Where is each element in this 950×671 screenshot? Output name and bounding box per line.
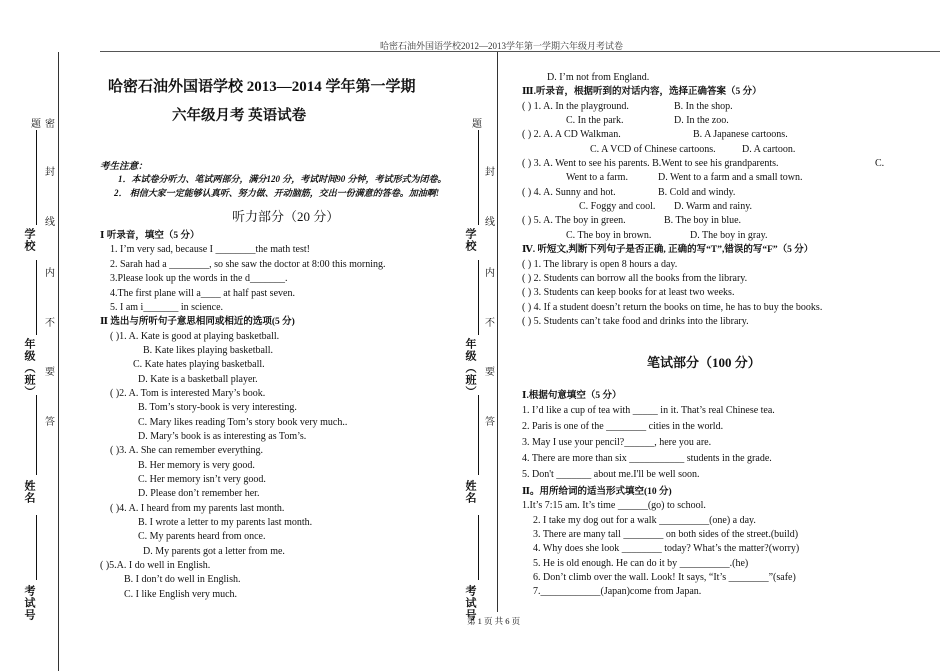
question-line: 2. Sarah had a ________, so she saw the doctor at 8:00 this morning. bbox=[110, 259, 386, 270]
option-line: D. My parents got a letter from me. bbox=[143, 546, 285, 557]
binding-seal-char: 内 bbox=[485, 268, 495, 279]
school-label: 学校 bbox=[23, 228, 35, 252]
question-line: 7.____________(Japan)come from Japan. bbox=[533, 586, 702, 597]
binding-seal-char: 答 bbox=[485, 417, 495, 428]
question-line: 1. I’d like a cup of tea with _____ in it. That’s real Chinese tea. bbox=[522, 405, 775, 416]
option-line: C. Kate hates playing basketball. bbox=[133, 359, 265, 370]
option-line: B. Her memory is very good. bbox=[138, 460, 255, 471]
option-line: B. In the shop. bbox=[674, 101, 733, 112]
exam-subtitle: 六年级月考 英语试卷 bbox=[172, 108, 307, 124]
option-line: B. Cold and windy. bbox=[658, 187, 736, 198]
binding-seal-char: 要 bbox=[485, 367, 495, 378]
option-line: D. Mary’s book is as interesting as Tom’s. bbox=[138, 431, 307, 442]
question-line: ( ) 2. A. A CD Walkman. bbox=[522, 129, 621, 140]
option-line: D. The boy in gray. bbox=[690, 230, 768, 241]
question-line: 4.The first plane will a____ at half past seven. bbox=[110, 288, 295, 299]
section-heading: Ⅳ. 听短文,判断下列句子是否正确, 正确的写“T”,错误的写“F”（5 分） bbox=[522, 245, 814, 255]
option-line: B. I wrote a letter to my parents last month. bbox=[138, 517, 313, 528]
binding-blank-line bbox=[478, 130, 479, 225]
section-heading: Ⅲ.听录音，根据听到的对话内容，选择正确答案（5 分） bbox=[522, 87, 762, 97]
question-line: ( ) 5. Students can’t take food and drinks into the library. bbox=[522, 316, 749, 327]
notice-line-1: 1．本试卷分听力、笔试两部分，满分120 分，考试时间90 分钟，考试形式为闭卷。 bbox=[118, 174, 447, 184]
binding-seal-char: 线 bbox=[485, 217, 495, 228]
question-line: ( ) 3. Students can keep books for at least two weeks. bbox=[522, 287, 735, 298]
section-heading: Ⅰ 听录音，填空（5 分） bbox=[100, 231, 200, 241]
question-line: 3. There are many tall ________ on both sides of the street.(build) bbox=[533, 529, 799, 540]
question-line: ( )1. A. Kate is good at playing basketball. bbox=[110, 331, 280, 342]
question-line: 1.It’s 7:15 am. It’s time ______(go) to school. bbox=[522, 500, 706, 511]
question-line: 5. He is old enough. He can do it by __________.(he) bbox=[533, 558, 749, 569]
binding-blank-line bbox=[36, 130, 37, 225]
grade-label: 年级（班） bbox=[464, 338, 476, 398]
section-heading: Ⅰ.根据句意填空（5 分） bbox=[522, 391, 622, 401]
binding-seal-char: 答 bbox=[45, 417, 55, 428]
option-line: D. Kate is a basketball player. bbox=[138, 374, 258, 385]
binding-seal-char: 封 bbox=[45, 167, 55, 178]
option-line: C. The boy in brown. bbox=[566, 230, 652, 241]
header-rule bbox=[100, 51, 940, 52]
binding-left-title: 题 bbox=[31, 119, 41, 130]
option-line: Went to a farm. bbox=[566, 172, 628, 183]
option-line: C. Mary likes reading Tom’s story book very much.. bbox=[138, 417, 348, 428]
option-line: D. Warm and rainy. bbox=[674, 201, 753, 212]
listening-heading: 听力部分（20 分） bbox=[232, 209, 340, 224]
notice-line-2: 2． 相信大家一定能够认真听、努力做、开动脑筋，交出一份满意的答卷。加油啊! bbox=[114, 188, 440, 198]
section-heading: Ⅱ 选出与所听句子意思相同或相近的选项(5 分) bbox=[100, 317, 295, 327]
binding-seal-char: 不 bbox=[485, 318, 495, 329]
question-line: ( ) 1. The library is open 8 hours a day. bbox=[522, 259, 678, 270]
question-line: ( )3. A. She can remember everything. bbox=[110, 445, 264, 456]
option-line: C. A VCD of Chinese cartoons. bbox=[590, 144, 716, 155]
option-line: C. Her memory isn’t very good. bbox=[138, 474, 266, 485]
grade-label: 年级（班） bbox=[23, 338, 35, 398]
option-line: B. A Japanese cartoons. bbox=[693, 129, 788, 140]
page-header: 哈密石油外国语学校2012—2013学年第一学期六年级月考试卷 bbox=[380, 41, 624, 51]
option-line: D. A cartoon. bbox=[742, 144, 796, 155]
center-divider bbox=[497, 52, 498, 612]
question-line: ( ) 3. A. Went to see his parents. B.Went to see his grandparents. bbox=[522, 158, 779, 169]
question-line: ( ) 4. A. Sunny and hot. bbox=[522, 187, 616, 198]
left-margin-line bbox=[58, 52, 59, 671]
section-heading: Ⅱ。用所给词的适当形式填空(10 分) bbox=[522, 487, 672, 497]
option-line: B. Kate likes playing basketball. bbox=[143, 345, 273, 356]
name-label: 姓名 bbox=[23, 480, 35, 504]
question-line: ( ) 5. A. The boy in green. bbox=[522, 215, 626, 226]
binding-blank-line bbox=[36, 515, 37, 580]
binding-blank-line bbox=[36, 395, 37, 475]
option-line: D. In the zoo. bbox=[674, 115, 729, 126]
name-label: 姓名 bbox=[464, 480, 476, 504]
question-line: ( ) 4. If a student doesn’t return the books on time, he has to buy the books. bbox=[522, 302, 823, 313]
school-label: 学校 bbox=[464, 228, 476, 252]
option-line: D. Went to a farm and a small town. bbox=[658, 172, 803, 183]
binding-seal-char: 线 bbox=[45, 217, 55, 228]
page-footer: 第 1 页 共 6 页 bbox=[467, 616, 521, 626]
exam-title: 哈密石油外国语学校 2013—2014 学年第一学期 bbox=[108, 79, 416, 95]
exam-no-label: 考试号 bbox=[23, 585, 35, 621]
question-line: ( )5.A. I do well in English. bbox=[100, 560, 211, 571]
question-line: ( )2. A. Tom is interested Mary’s book. bbox=[110, 388, 266, 399]
option-line: C. My parents heard from once. bbox=[138, 531, 266, 542]
question-line: ( ) 1. A. In the playground. bbox=[522, 101, 629, 112]
option-line: B. I don’t do well in English. bbox=[124, 574, 241, 585]
option-line: D. I’m not from England. bbox=[547, 72, 650, 83]
question-line: 2. I take my dog out for a walk __________(one) a day. bbox=[533, 515, 756, 526]
question-line: 3.Please look up the words in the d_______. bbox=[110, 273, 288, 284]
question-line: 5. I am i_______ in science. bbox=[110, 302, 224, 313]
option-line: C. In the park. bbox=[566, 115, 624, 126]
question-line: 2. Paris is one of the ________ cities in the world. bbox=[522, 421, 724, 432]
question-line: 5. Don't _______ about me.I'll be well soon. bbox=[522, 469, 700, 480]
question-line: 6. Don’t climb over the wall. Look! It says, “It’s ________”(safe) bbox=[533, 572, 796, 583]
option-line: C. Foggy and cool. bbox=[579, 201, 656, 212]
binding-seal-char: 不 bbox=[45, 318, 55, 329]
binding-left-title: 题 bbox=[472, 119, 482, 130]
writing-heading: 笔试部分（100 分） bbox=[647, 355, 761, 370]
binding-blank-line bbox=[478, 515, 479, 580]
question-line: 4. There are more than six ___________ students in the grade. bbox=[522, 453, 772, 464]
option-line: B. Tom’s story-book is very interesting. bbox=[138, 402, 297, 413]
exam-no-label: 考试号 bbox=[464, 585, 476, 621]
option-line: C. bbox=[875, 158, 885, 169]
binding-seal-char: 密 bbox=[45, 119, 55, 130]
question-line: ( )4. A. I heard from my parents last month. bbox=[110, 503, 285, 514]
binding-seal-char: 内 bbox=[45, 268, 55, 279]
binding-seal-char: 要 bbox=[45, 367, 55, 378]
option-line: B. The boy in blue. bbox=[664, 215, 742, 226]
binding-seal-char: 封 bbox=[485, 167, 495, 178]
binding-blank-line bbox=[478, 260, 479, 335]
notice-title: 考生注意： bbox=[100, 162, 148, 172]
question-line: 3. May I use your pencil?______, here you are. bbox=[522, 437, 712, 448]
option-line: D. Please don’t remember her. bbox=[138, 488, 260, 499]
binding-blank-line bbox=[478, 395, 479, 475]
question-line: ( ) 2. Students can borrow all the books from the library. bbox=[522, 273, 748, 284]
question-line: 4. Why does she look ________ today? What’s the matter?(worry) bbox=[533, 543, 800, 554]
binding-blank-line bbox=[36, 260, 37, 335]
option-line: C. I like English very much. bbox=[124, 589, 238, 600]
question-line: 1. I’m very sad, because I ________the math test! bbox=[110, 244, 310, 255]
